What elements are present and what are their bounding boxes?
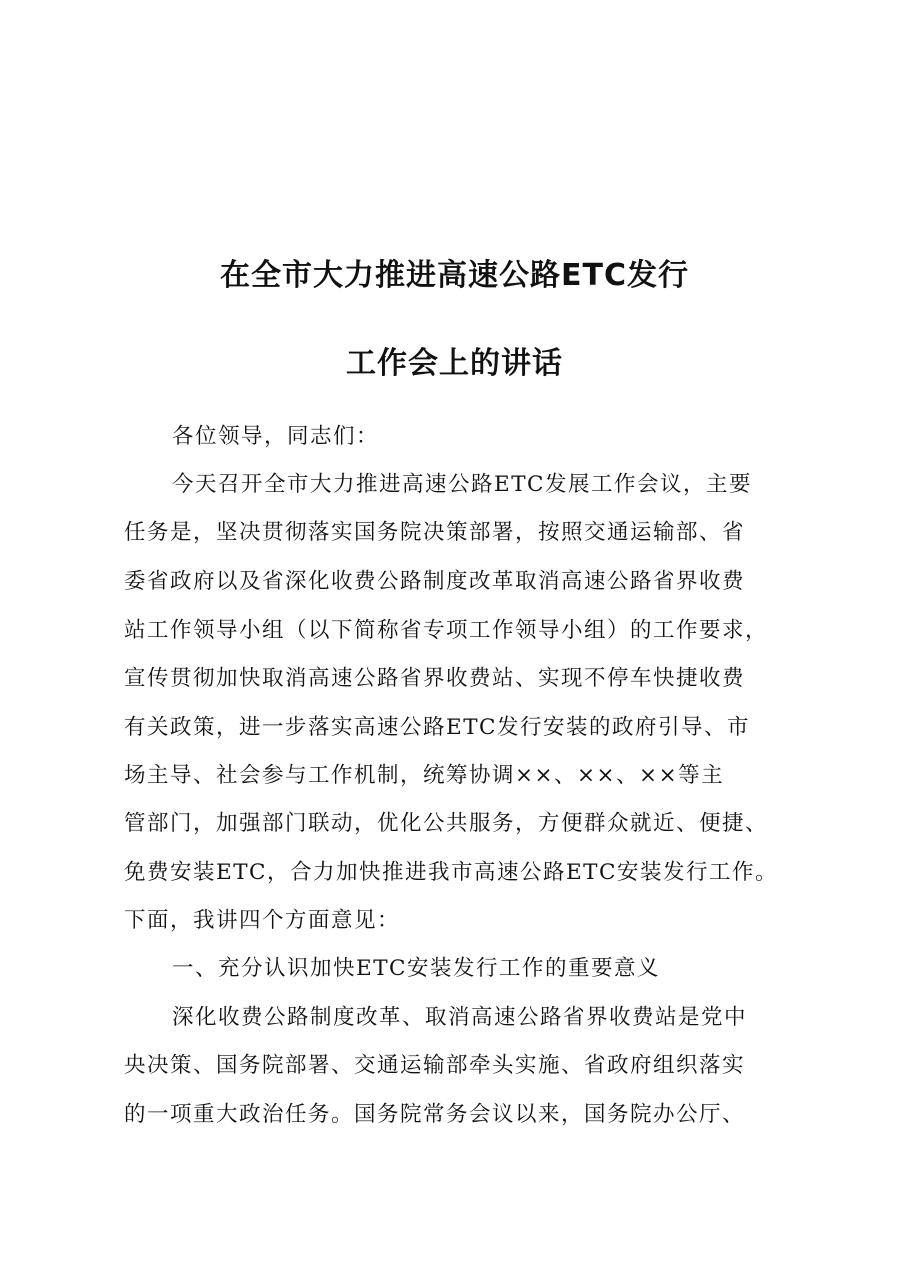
body-line: 的一项重大政治任务。国务院常务会议以来，国务院办公厅、 — [124, 1102, 746, 1127]
salutation: 各位领导，同志们： — [172, 424, 380, 449]
body-line: 今天召开全市大力推进高速公路ETC发展工作会议，主要 — [172, 472, 752, 497]
body-line: 免费安装ETC，合力加快推进我市高速公路ETC安装发行工作。 — [124, 860, 778, 885]
body-line: 下面，我讲四个方面意见： — [124, 908, 401, 933]
body-line: 央决策、国务院部署、交通运输部牵头实施、省政府组织落实 — [124, 1053, 746, 1078]
body-line: 宣传贯彻加快取消高速公路省界收费站、实现不停车快捷收费 — [124, 666, 746, 691]
body-line: 站工作领导小组（以下简称省专项工作领导小组）的工作要求， — [124, 618, 769, 643]
body-line: 任务是，坚决贯彻落实国务院决策部署，按照交通运输部、省 — [124, 520, 746, 545]
body-line: 委省政府以及省深化收费公路制度改革取消高速公路省界收费 — [124, 569, 746, 594]
section-heading: 一、充分认识加快ETC安装发行工作的重要意义 — [172, 956, 660, 981]
body-line: 有关政策，进一步落实高速公路ETC发行安装的政府引导、市 — [124, 715, 750, 740]
document-title-line-2: 工作会上的讲话 — [346, 346, 563, 381]
body-line: 场主导、社会参与工作机制，统筹协调××、××、××等主 — [124, 763, 725, 788]
body-line: 管部门，加强部门联动，优化公共服务，方便群众就近、便捷、 — [124, 811, 769, 836]
body-line: 深化收费公路制度改革、取消高速公路省界收费站是党中 — [172, 1005, 748, 1030]
document-title-line-1: 在全市大力推进高速公路ETC发行 — [220, 258, 689, 293]
